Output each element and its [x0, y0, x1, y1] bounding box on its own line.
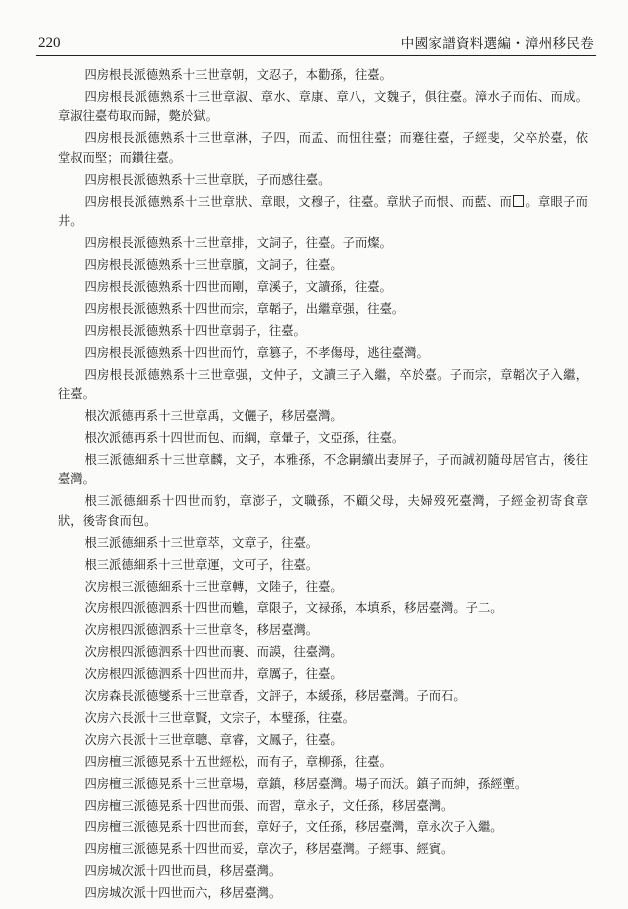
genealogy-entry: 四房根長派德熟系十四世而竹，章篡子，不孝傷母，逃往臺灣。 [84, 345, 429, 360]
genealogy-entry: 根次派德再系十三世章禹，文儷子，移居臺灣。 [84, 409, 343, 424]
genealogy-entry: 四房根長派德熟系十三世章淋，子四，而孟、而忸往臺；而蹇往臺，子經斐，父卒於臺，依堂叔而堅；而鑽往臺。 [58, 131, 588, 165]
genealogy-entry: 根三派德細系十三世章運，文可子，往臺。 [84, 557, 319, 572]
genealogy-entry: 四房檀三派德晃系十四世而套，章好子，文任孫，移居臺灣，章永次子入繼。 [84, 820, 503, 835]
genealogy-entry: 次房六長派十三世章賢，文宗子，本璧孫，往臺。 [84, 710, 355, 725]
genealogy-entry: 四房檀三派德晃系十五世經松，而有子，章柳孫，往臺。 [84, 754, 392, 769]
genealogy-entry: 四房根長派德熟系十三世章臏，文詞子，往臺。 [84, 258, 343, 273]
genealogy-entry: 根三派德細系十三世章萃，文章子，往臺。 [84, 535, 319, 550]
genealogy-entry: 四房檀三派德晃系十四世而張、而習，章永子，文任孫，移居臺灣。 [84, 798, 454, 813]
genealogy-entry: 四房檀三派德晃系十三世章場，章鎮，移居臺灣。場子而沃。鎮子而紳，孫經壍。 [84, 776, 528, 791]
genealogy-entry: 根次派德再系十四世而包、而綱，章暈子，文亞孫，往臺。 [84, 430, 405, 445]
genealogy-entry: 四房根長派德熟系十四世而宗，章韜子，出繼章强，往臺。 [84, 301, 405, 316]
header-rule [36, 55, 596, 56]
page-number: 220 [38, 35, 61, 51]
missing-character-box [513, 195, 524, 207]
genealogy-entry: 次房根四派德泗系十四世而井，章厲子，往臺。 [84, 667, 343, 682]
genealogy-entry: 次房根三派德細系十三世章轉，文陸子，往臺。 [84, 579, 343, 594]
genealogy-entry: 四房根長派德熟系十三世章排，文詞子，往臺。子而燦。 [84, 236, 392, 251]
genealogy-entry: 四房根長派德熟系十三世章狀、章眼，文穆子，往臺。章狀子而恨、而藍、而 。章眼子而井。 [58, 194, 588, 229]
genealogy-entry: 四房根長派德熟系十三世章淑、章水、章康、章八，文魏子，俱往臺。漳水子而佑、而成。章淑往臺苟取而歸，斃於獄。 [58, 89, 588, 124]
genealogy-entry: 次房根四派德泗系十四世而魋，章限子，文禄孫，本填系，移居臺灣。子二。 [84, 601, 503, 616]
book-title: 中國家譜資料選編・漳州移民卷 [400, 36, 594, 52]
genealogy-entry: 四房根長派德熟系十四世章弱子，往臺。 [84, 323, 306, 338]
genealogy-entry: 四房根長派德熟系十三世章强，文仲子，文讀三子入繼，卒於臺。子而宗，章韜次子入繼，往臺。 [58, 367, 588, 402]
genealogy-entry: 次房根四派德泗系十三世章冬，移居臺灣。 [84, 623, 319, 638]
genealogy-entry: 四房城次派十四世而員，移居臺灣。 [84, 864, 282, 879]
genealogy-entry: 根三派德細系十四世而豹，章澎子，文職孫，不顧父母，夫婦歿死臺灣，子經金初寄食章狀，後寄食而包。 [58, 494, 588, 528]
genealogy-entry: 次房森長派德燮系十三世章香，文評子，本緩孫，移居臺灣。子而石。 [84, 689, 466, 704]
genealogy-entry: 四房根長派德熟系十四世而剛，章溪子，文讀孫，往臺。 [84, 280, 392, 295]
running-header [38, 30, 594, 52]
genealogy-entry: 四房檀三派德晃系十四世而妥，章次子，移居臺灣。子經事、經賓。 [84, 842, 454, 857]
genealogy-entry: 四房根長派德熟系十三世章朕，子而感往臺。 [84, 172, 331, 187]
page-body [58, 66, 588, 906]
genealogy-entry: 根三派德細系十三世章麟，文子，本雅孫，不念嗣續出妻屏子，子而誠初隨母居官古，後往臺灣。 [58, 452, 588, 487]
genealogy-entry: 次房六長派十三世章聰、章睿，文鳳子，往臺。 [84, 732, 343, 747]
genealogy-entry: 四房根長派德熟系十三世章朝，文忍子，本勸孫，往臺。 [84, 68, 392, 82]
genealogy-entry: 次房根四派德泗系十四世而裹、而謨，往臺灣。 [84, 645, 343, 660]
genealogy-entry: 四房城次派十四世而六，移居臺灣。 [84, 886, 282, 901]
